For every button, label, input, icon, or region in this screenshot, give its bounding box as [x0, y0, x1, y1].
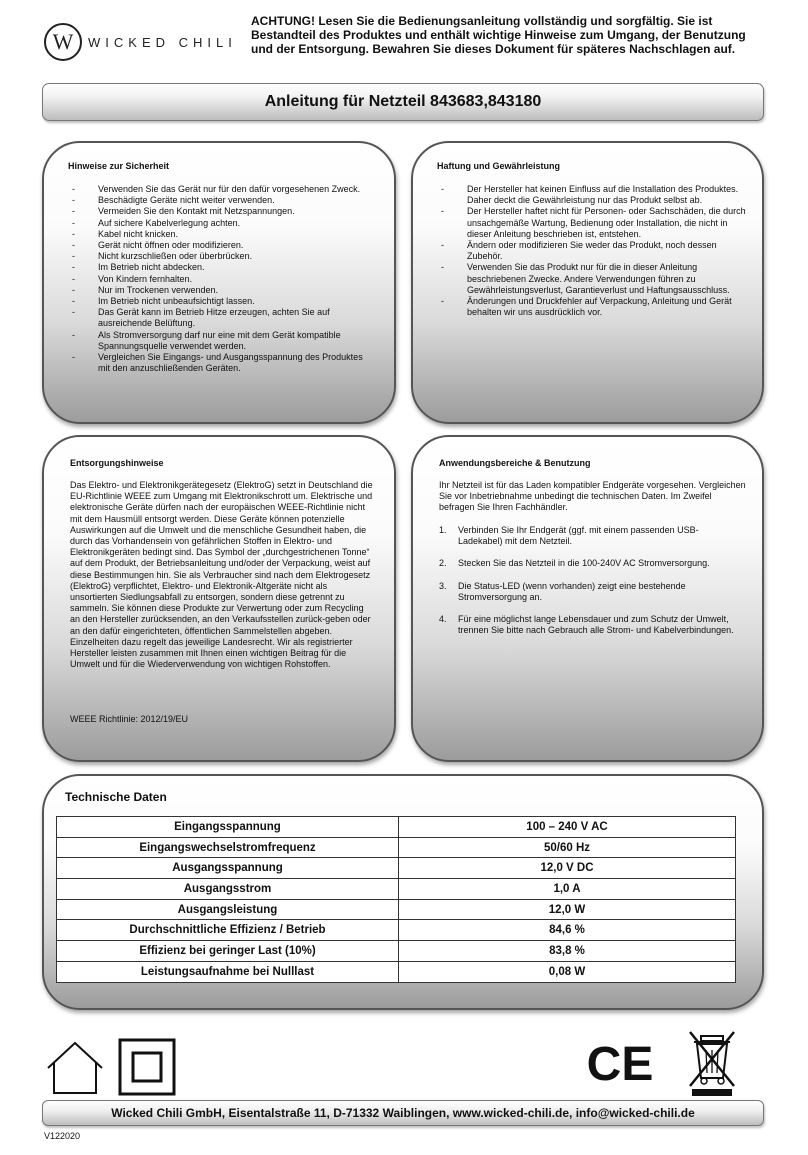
step-text: Verbinden Sie Ihr Endgerät (ggf. mit einem passenden USB-Ladekabel) mit dem Netzteil. — [458, 525, 699, 547]
page-title: Anleitung für Netzteil 843683,843180 — [264, 93, 542, 110]
ce-mark-text: CE — [586, 1038, 654, 1086]
list-item: - Der Hersteller haftet nicht für Personen- oder Sachschäden, die durch unsachgemäße Wartung, Bedienung oder Installation, die nicht in dieser Anleitung beschrieben ist, entstehen. — [437, 206, 747, 240]
table-cell-label: Eingangswechselstromfrequenz — [57, 837, 399, 858]
safety-heading: Hinweise zur Sicherheit — [68, 161, 170, 171]
usage-intro: Ihr Netzteil ist für das Laden kompatibler Endgeräte vorgesehen. Vergleichen Sie vor Inbetriebnahme unbedingt die technischen Daten. Im Zweifel befragen Sie Ihren Fachhändler. — [439, 480, 746, 513]
list-item: - Von Kindern fernhalten. — [68, 274, 374, 285]
usage-steps — [439, 525, 739, 647]
table-cell-value: 0,08 W — [399, 961, 736, 982]
list-item — [439, 614, 739, 636]
table-cell-label: Ausgangsspannung — [57, 858, 399, 879]
list-item: - Ändern oder modifizieren Sie weder das Produkt, noch dessen Zubehör. — [437, 240, 747, 262]
table-cell-label: Effizienz bei geringer Last (10%) — [57, 941, 399, 962]
liability-panel — [411, 141, 764, 424]
list-item — [439, 581, 739, 603]
list-item: - Änderungen und Druckfehler auf Verpackung, Anleitung und Gerät behalten wir uns ausdrücklich vor. — [437, 296, 747, 318]
table-row — [57, 920, 736, 941]
table-cell-value: 12,0 W — [399, 899, 736, 920]
logo-circle — [44, 23, 82, 61]
footer-bar — [42, 1100, 764, 1126]
step-number: 4. — [439, 614, 447, 625]
ce-mark-icon — [585, 1038, 655, 1086]
title-bar — [42, 83, 764, 121]
step-number: 2. — [439, 558, 447, 569]
list-item: - Das Gerät kann im Betrieb Hitze erzeugen, achten Sie auf ausreichende Belüftung. — [68, 307, 374, 329]
weee-bin-icon — [686, 1028, 738, 1098]
footer-address: Wicked Chili GmbH, Eisentalstraße 11, D-71332 Waiblingen, www.wicked-chili.de, info@wicked-chili.de — [111, 1106, 695, 1120]
table-cell-label: Durchschnittliche Effizienz / Betrieb — [57, 920, 399, 941]
safety-list — [68, 184, 374, 374]
table-row — [57, 858, 736, 879]
table-row — [57, 941, 736, 962]
version-code: V122020 — [44, 1131, 81, 1141]
list-item: - Vermeiden Sie den Kontakt mit Netzspannungen. — [68, 206, 374, 217]
list-item: - Im Betrieb nicht abdecken. — [68, 262, 374, 273]
table-cell-value: 12,0 V DC — [399, 858, 736, 879]
list-item: - Der Hersteller hat keinen Einfluss auf die Installation des Produktes. Daher deckt die Gewährleistung nur das Produkt selbst ab. — [437, 184, 747, 206]
list-item: - Im Betrieb nicht unbeaufsichtigt lassen. — [68, 296, 374, 307]
table-cell-label: Ausgangsleistung — [57, 899, 399, 920]
table-cell-value: 50/60 Hz — [399, 837, 736, 858]
protection-class-2-icon — [118, 1038, 176, 1096]
step-number: 3. — [439, 580, 447, 591]
logo-letter: W — [52, 29, 74, 54]
list-item: - Auf sichere Kabelverlegung achten. — [68, 218, 374, 229]
liability-list — [437, 184, 747, 318]
safety-panel — [42, 141, 396, 424]
list-item: - Beschädigte Geräte nicht weiter verwenden. — [68, 195, 374, 206]
brand-logo — [44, 20, 244, 64]
list-item: - Verwenden Sie das Gerät nur für den dafür vorgesehenen Zweck. — [68, 184, 374, 195]
step-text: Für eine möglichst lange Lebensdauer und zum Schutz der Umwelt, trennen Sie bitte nach Gebrauch alle Strom- und Kabelverbindungen. — [458, 614, 734, 636]
list-item: - Kabel nicht knicken. — [68, 229, 374, 240]
tech-heading: Technische Daten — [65, 790, 167, 804]
table-row — [57, 817, 736, 838]
weee-directive: WEEE Richtlinie: 2012/19/EU — [70, 714, 189, 724]
disposal-panel — [42, 435, 396, 762]
list-item: - Nicht kurzschließen oder überbrücken. — [68, 251, 374, 262]
table-cell-label: Leistungsaufnahme bei Nulllast — [57, 961, 399, 982]
list-item: - Nur im Trockenen verwenden. — [68, 285, 374, 296]
table-cell-label: Ausgangsstrom — [57, 879, 399, 900]
table-cell-label: Eingangsspannung — [57, 817, 399, 838]
disposal-text: Das Elektro- und Elektronikgerätegesetz (ElektroG) setzt in Deutschland die EU-Richtlinie WEEE zum Umgang mit Elektronikschrott um. Elektrische und elektronische Geräte dürfen nach der europäischen WEEE-Richtlinie nicht mit dem Hausmüll entsorgt werden. Diese Geräte können potenzielle Auswirkungen auf die Umwelt und die menschliche Gesundheit haben, die durch das Vorhandensein von gefährlichen Stoffen in Elektro- und Elektronikgeräten bedingt sind. Das Symbol der „durchgestrichenen Tonne“ auf dem Produkt, der Betriebsanleitung und/oder der Verpackung, weist auf diese Bestimmungen hin. Sie als Verbraucher sind nach dem Elektrogesetz (ElektroG) verpflichtet, Elektro- und Elektronik-Altgeräte nicht als unsortierten Siedlungsabfall zu entsorgen, sondern diese getrennt zu sammeln. Sie können diese Produkte zur Verwertung oder zum Recycling an den Hersteller zurücksenden, an den Verkaufsstellen zurück-geben oder an den dafür eingerichteten, öffentlichen Sammelstellen abgeben. Einzelheiten dazu regelt das jeweilige Landesrecht. Wir als registrierter Hersteller leisten zusammen mit Ihnen einen wichtigen Beitrag für die Umwelt und für die Wiederverwendung von wichtigen Rohstoffen. — [70, 480, 373, 670]
indoor-use-icon — [44, 1040, 106, 1096]
usage-heading: Anwendungsbereiche & Benutzung — [439, 458, 591, 468]
table-cell-value: 83,8 % — [399, 941, 736, 962]
disposal-heading: Entsorgungshinweise — [70, 458, 164, 468]
brand-name: WICKED CHILI — [88, 34, 237, 50]
liability-heading: Haftung und Gewährleistung — [437, 161, 560, 171]
warning-notice: ACHTUNG! Lesen Sie die Bedienungsanleitung vollständig und sorgfältig. Sie ist Bestandteil des Produktes und enthält wichtige Hinweise zum Umgang, der Benutzung und der Entsorgung. Bewahren Sie dieses Dokument für späteres Nachschlagen auf. — [251, 14, 746, 56]
table-row — [57, 837, 736, 858]
table-cell-value: 1,0 A — [399, 879, 736, 900]
list-item: - Gerät nicht öffnen oder modifizieren. — [68, 240, 374, 251]
table-cell-value: 100 – 240 V AC — [399, 817, 736, 838]
table-row — [57, 961, 736, 982]
tech-table — [56, 816, 736, 983]
step-number: 1. — [439, 525, 447, 535]
usage-panel — [411, 435, 764, 762]
step-text: Die Status-LED (wenn vorhanden) zeigt eine bestehende Stromversorgung an. — [458, 580, 686, 602]
table-cell-value: 84,6 % — [399, 920, 736, 941]
list-item: - Als Stromversorgung darf nur eine mit dem Gerät kompatible Spannungsquelle verwendet werden. — [68, 330, 374, 352]
list-item — [439, 525, 739, 547]
list-item — [439, 558, 739, 569]
list-item: - Verwenden Sie das Produkt nur für die in dieser Anleitung beschriebenen Zwecke. Andere Verwendungen führen zu Gewährleistungsverlust, Garantieverlust und Haftungsausschluss. — [437, 262, 747, 296]
step-text: Stecken Sie das Netzteil in die 100-240V AC Stromversorgung. — [458, 558, 710, 569]
table-row — [57, 899, 736, 920]
list-item: - Vergleichen Sie Eingangs- und Ausgangsspannung des Produktes mit den anzuschließenden Geräten. — [68, 352, 374, 374]
table-row — [57, 879, 736, 900]
